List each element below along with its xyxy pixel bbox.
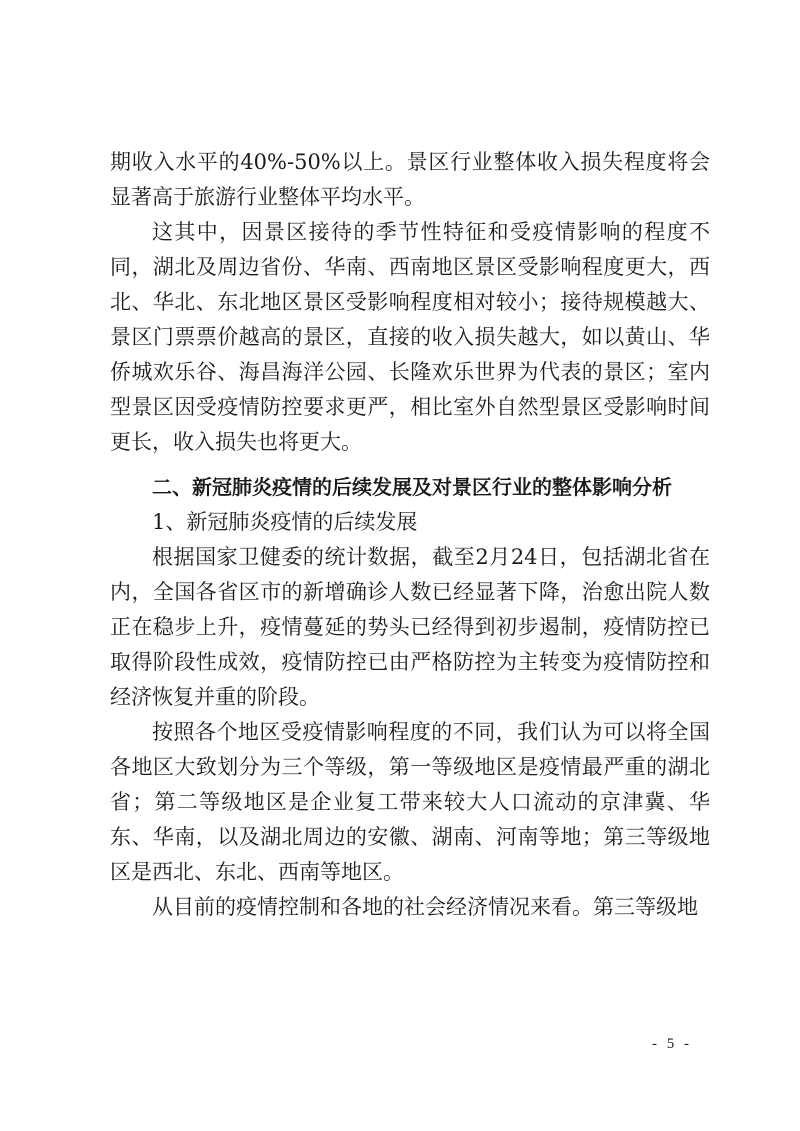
subsection-heading: 1、新冠肺炎疫情的后续发展: [152, 510, 418, 534]
paragraph-statistics: 根据国家卫健委的统计数据，截至2月24日，包括湖北省在内，全国各省区市的新增确诊人数已经显著下降，治愈出院人数正在稳步上升，疫情蔓延的势头已经得到初步遏制，疫情防控已取得阶段性成效，疫情防控已由严格防控为主转变为疫情防控和经济恢复并重的阶段。: [110, 545, 710, 709]
paragraph-region-levels: 按照各个地区受疫情影响程度的不同，我们认为可以将全国各地区大致划分为三个等级，第一等级地区是疫情最严重的湖北省；第二等级地区是企业复工带来较大人口流动的京津冀、华东、华南，以及湖北周边的安徽、湖南、河南等地；第三等级地区是西北、东北、西南等地区。: [110, 720, 710, 884]
paragraph-continuation: 期收入水平的40%-50%以上。景区行业整体收入损失程度将会显著高于旅游行业整体平均水平。: [110, 150, 710, 209]
page-number: - 5 -: [652, 1036, 692, 1052]
section-heading: 二、新冠肺炎疫情的后续发展及对景区行业的整体影响分析: [152, 475, 672, 499]
paragraph-outlook: 从目前的疫情控制和各地的社会经济情况来看。第三等级地: [152, 895, 698, 919]
paragraph-regional-impact: 这其中，因景区接待的季节性特征和受疫情影响的程度不同，湖北及周边省份、华南、西南地区景区受影响程度更大，西北、华北、东北地区景区受影响程度相对较小；接待规模越大、景区门票票价越高的景区，直接的收入损失越大，如以黄山、华侨城欢乐谷、海昌海洋公园、长隆欢乐世界为代表的景区；室内型景区因受疫情防控要求更严，相比室外自然型景区受影响时间更长，收入损失也将更大。: [110, 220, 710, 454]
document-body: [110, 145, 710, 925]
